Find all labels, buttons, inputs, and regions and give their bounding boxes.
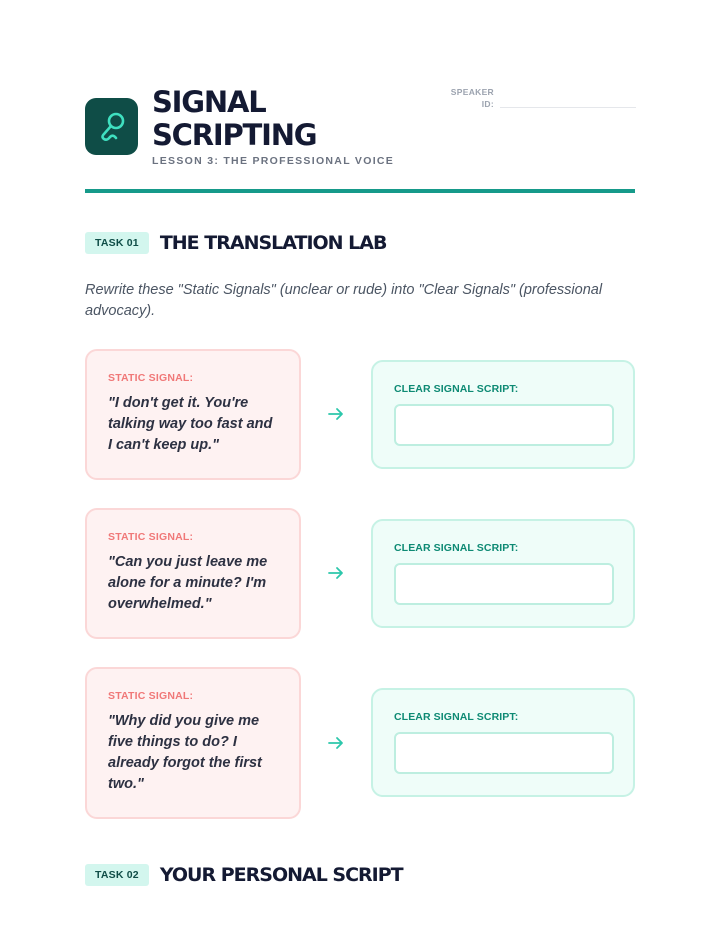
- static-signal-quote: "I don't get it. You're talking way too fast and I can't keep up.": [108, 395, 273, 453]
- worksheet-page: [85, 0, 635, 932]
- static-signal-card: [85, 349, 301, 480]
- clear-signal-input[interactable]: [394, 732, 614, 774]
- clear-signal-card: [371, 688, 635, 797]
- clear-signal-label: CLEAR SIGNAL SCRIPT:: [394, 383, 519, 395]
- clear-signal-card: [371, 360, 635, 469]
- task-badge: TASK 02: [85, 864, 149, 886]
- microphone-icon: [85, 98, 138, 155]
- static-signal-card: [85, 508, 301, 639]
- speaker-id-label: SPEAKER ID:: [450, 87, 494, 109]
- static-signal-label: STATIC SIGNAL:: [108, 531, 194, 543]
- worksheet-header: [85, 86, 635, 196]
- arrow-right-icon: [325, 562, 347, 584]
- clear-signal-label: CLEAR SIGNAL SCRIPT:: [394, 542, 519, 554]
- static-signal-label: STATIC SIGNAL:: [108, 690, 194, 702]
- clear-signal-label: CLEAR SIGNAL SCRIPT:: [394, 711, 519, 723]
- clear-signal-card: [371, 519, 635, 628]
- static-signal-quote: "Why did you give me five things to do? I already forgot the first two.": [108, 713, 262, 792]
- clear-signal-input[interactable]: [394, 563, 614, 605]
- task-title: THE TRANSLATION LAB: [159, 232, 387, 254]
- task-title: YOUR PERSONAL SCRIPT: [159, 864, 403, 886]
- arrow-right-icon: [325, 732, 347, 754]
- speaker-id-field[interactable]: [500, 107, 636, 108]
- header-divider: [85, 189, 635, 193]
- page-title: SIGNAL SCRIPTING: [152, 85, 317, 152]
- task-02-heading: [85, 863, 403, 887]
- arrow-right-icon: [325, 403, 347, 425]
- static-signal-card: [85, 667, 301, 819]
- clear-signal-input[interactable]: [394, 404, 614, 446]
- task-instructions: Rewrite these "Static Signals" (unclear or rude) into "Clear Signals" (professional advocacy).: [85, 282, 603, 319]
- task-badge: TASK 01: [85, 232, 149, 254]
- lesson-subtitle: LESSON 3: THE PROFESSIONAL VOICE: [152, 155, 395, 167]
- static-signal-label: STATIC SIGNAL:: [108, 372, 194, 384]
- task-01-heading: [85, 231, 386, 255]
- static-signal-quote: "Can you just leave me alone for a minute? I'm overwhelmed.": [108, 554, 268, 612]
